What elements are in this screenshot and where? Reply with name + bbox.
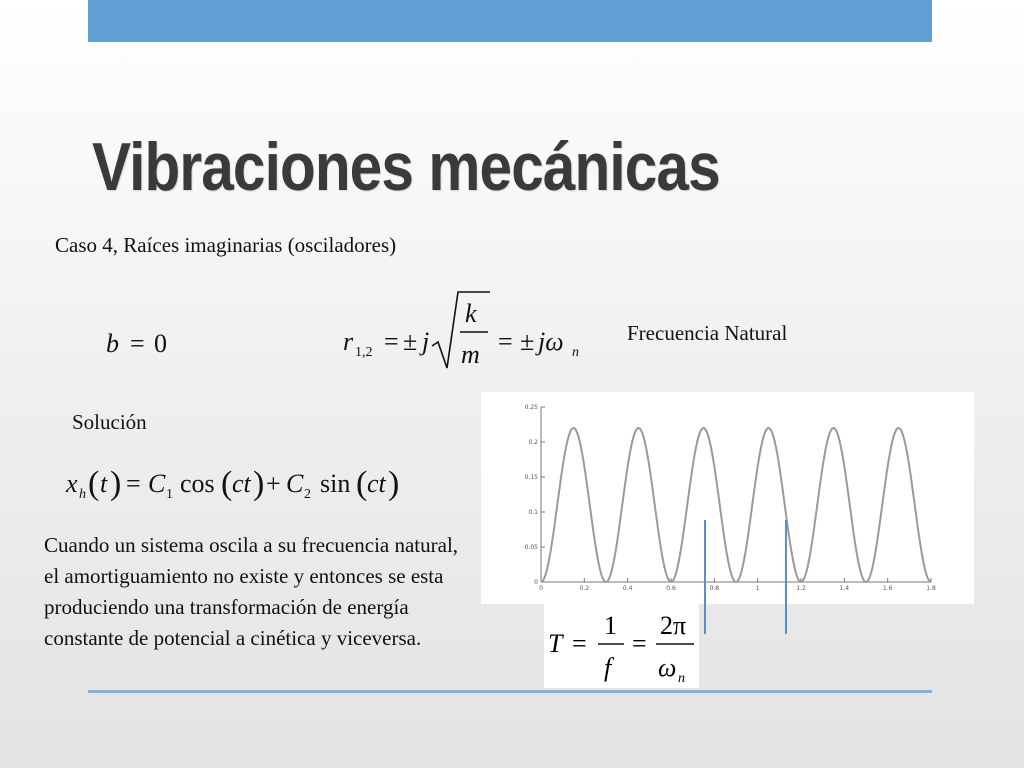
y-tick-label: 0 (534, 579, 538, 586)
eq-sol-cos: cos (180, 469, 215, 498)
eq-sol-paren-close-3: ) (388, 465, 400, 502)
eq-b-lhs: b (106, 329, 119, 358)
x-tick-label: 0.2 (579, 585, 590, 592)
y-tick-label: 0.25 (524, 404, 538, 411)
eq-sol-paren-open-3: ( (356, 465, 368, 502)
eq-b-op: = (130, 329, 145, 358)
eq-period-num2: 2π (660, 611, 687, 640)
x-tick-label: 1.2 (796, 585, 806, 592)
x-tick-label: 1 (755, 585, 760, 592)
slide-title: Vibraciones mecánicas (92, 129, 720, 205)
eq-roots-w-sub: n (572, 345, 579, 360)
eq-sol-paren-open-1: ( (88, 465, 100, 502)
eq-sol-c1-sub: 1 (166, 487, 173, 502)
eq-period-T: T (548, 629, 563, 658)
explanation-paragraph: Cuando un sistema oscila a su frecuencia natural, el amortiguamiento no existe y entonces se esta produciendo una transformación de energía constante de potencial a cinética y viceversa. (44, 533, 459, 650)
eq-period-den2: ω (658, 653, 677, 682)
x-tick-label: 0.4 (622, 585, 633, 592)
eq-sol-plus: + (266, 469, 281, 498)
series-line (541, 428, 931, 582)
x-tick-label: 0.8 (709, 585, 720, 592)
eq-period-num1: 1 (604, 611, 617, 640)
eq-roots-num: k (465, 299, 477, 328)
eq-sol-paren-close-1: ) (110, 465, 122, 502)
eq-period-den1: f (604, 653, 612, 682)
equation-b-zero (100, 322, 190, 362)
eq-roots-den: m (461, 340, 480, 369)
y-tick-label: 0.1 (528, 509, 538, 516)
eq-sol-x: x (66, 469, 78, 498)
x-tick-label: 1.4 (839, 585, 850, 592)
eq-sol-eq: = (126, 469, 141, 498)
eq-roots-pm1: ± (403, 327, 418, 356)
eq-sol-ct2: ct (367, 469, 386, 498)
equation-period (544, 604, 699, 688)
period-marker-left (704, 520, 706, 634)
eq-sol-paren-open-2: ( (221, 465, 233, 502)
eq-sol-c1: C (148, 469, 166, 498)
equation-solution (62, 458, 422, 508)
eq-b-rhs: 0 (154, 329, 167, 358)
solution-label: Solución (72, 410, 147, 434)
x-tick-label: 1.8 (926, 585, 936, 592)
eq-roots-jw: jω (538, 327, 564, 356)
eq-sol-sin: sin (320, 469, 351, 498)
bottom-accent-line (88, 690, 932, 693)
eq-sol-t: t (100, 469, 108, 498)
oscillation-plot-svg (481, 392, 974, 604)
eq-period-den2-sub: n (678, 671, 685, 686)
eq-roots-eq1: = (384, 327, 399, 356)
slide-subtitle: Caso 4, Raíces imaginarias (osciladores) (55, 233, 397, 257)
eq-roots-r-sub: 1,2 (355, 345, 373, 360)
y-tick-label: 0.05 (524, 544, 538, 551)
eq-period-eq2: = (632, 629, 647, 658)
eq-roots-r: r (343, 327, 354, 356)
x-tick-label: 0.6 (666, 585, 676, 592)
period-marker-right (785, 520, 787, 634)
x-tick-label: 1.6 (882, 585, 893, 592)
eq-sol-c2-sub: 2 (304, 487, 311, 502)
eq-roots-pm2: ± (520, 327, 535, 356)
equation-roots (340, 288, 600, 374)
natural-frequency-label: Frecuencia Natural (627, 321, 788, 345)
eq-period-eq1: = (572, 629, 587, 658)
eq-sol-ct1: ct (232, 469, 251, 498)
y-tick-label: 0.15 (524, 474, 538, 481)
eq-roots-j1: j (422, 327, 430, 356)
eq-roots-eq2: = (498, 327, 513, 356)
eq-sol-paren-close-2: ) (253, 465, 265, 502)
top-accent-bar (88, 0, 932, 42)
eq-sol-x-sub: h (79, 487, 86, 502)
period-formula-box (544, 604, 699, 688)
oscillation-plot (481, 392, 974, 604)
x-tick-label: 0 (539, 585, 543, 592)
y-tick-label: 0.2 (528, 439, 538, 446)
eq-sol-c2: C (286, 469, 304, 498)
